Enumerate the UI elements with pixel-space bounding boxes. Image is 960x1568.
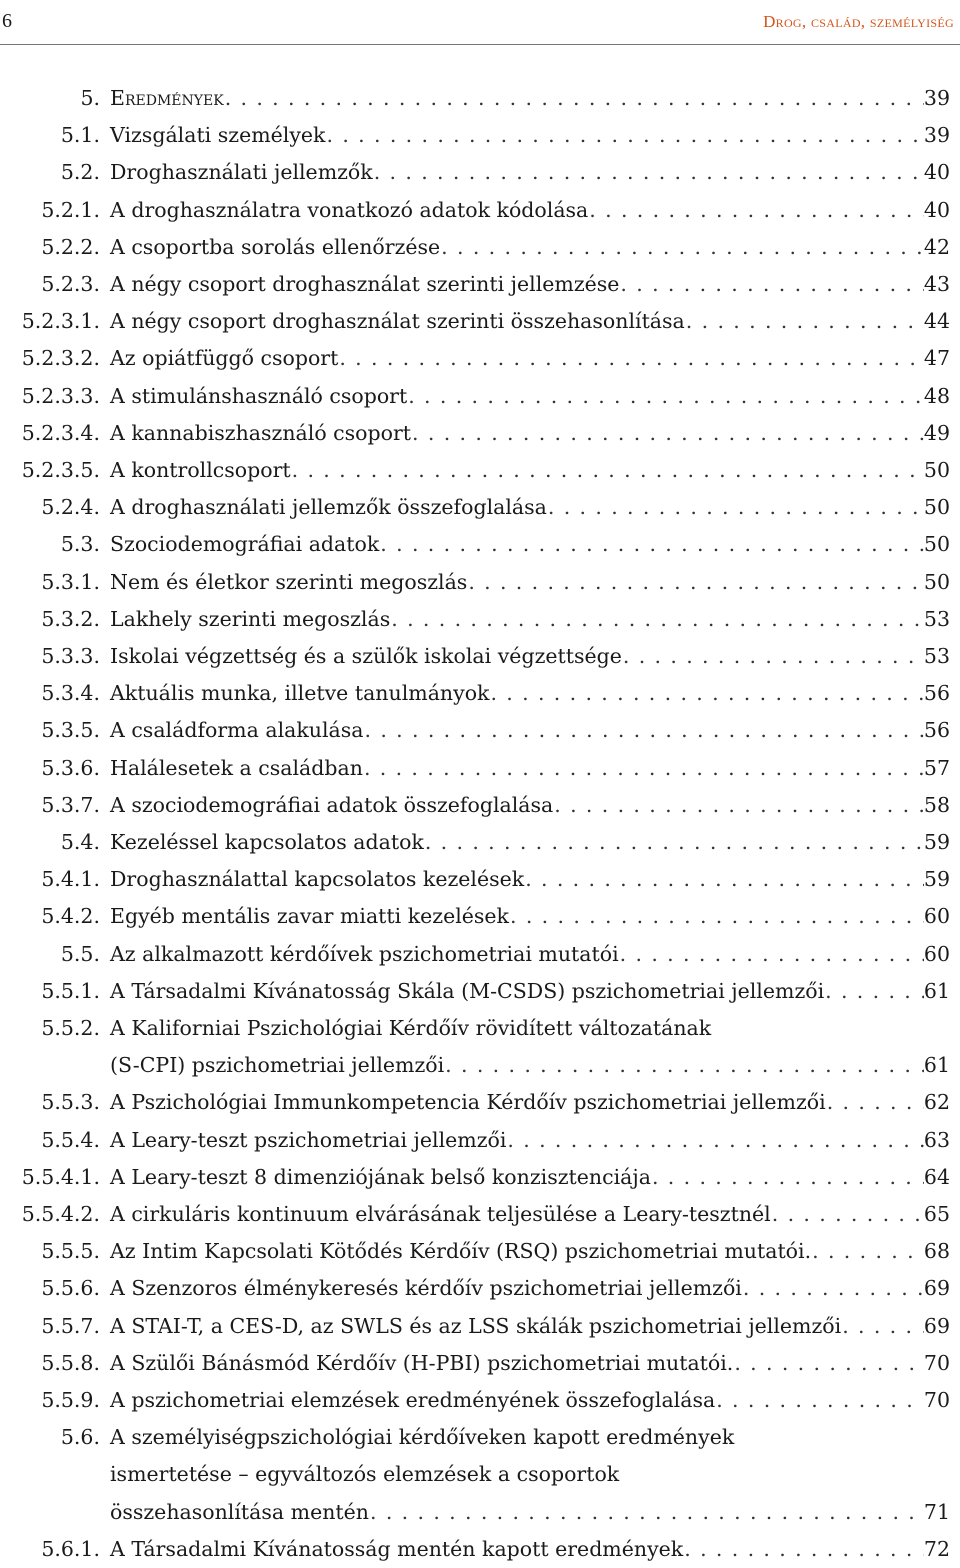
- dot-leader: [742, 1270, 924, 1307]
- toc-entry[interactable]: [41, 750, 950, 787]
- toc-entry[interactable]: [41, 1382, 950, 1419]
- dot-leader: [547, 489, 924, 526]
- dot-leader: [364, 712, 924, 749]
- toc-entry[interactable]: [61, 824, 950, 861]
- dot-leader: [369, 1494, 924, 1531]
- toc-entry-title: A családforma alakulása: [110, 718, 364, 743]
- toc-entry-title: Droghasználattal kapcsolatos kezelések: [110, 867, 525, 892]
- toc-entry-title: Vizsgálati személyek: [110, 123, 326, 148]
- toc-entry[interactable]: [41, 1308, 950, 1345]
- toc-entry-number: 5.6.: [60, 1425, 100, 1450]
- dot-leader: [683, 1531, 924, 1568]
- toc-entry[interactable]: [41, 898, 950, 935]
- dot-leader: [390, 601, 924, 638]
- toc-entry[interactable]: [41, 1233, 950, 1270]
- toc-entry-number: 5.5.5.: [41, 1239, 100, 1264]
- toc-entry-page: 49: [923, 420, 950, 445]
- toc-entry-title: A pszichometriai elemzések eredményének összefoglalása: [110, 1388, 716, 1412]
- toc-entry-title: A Társadalmi Kívánatosság mentén kapott eredmények: [110, 1536, 684, 1561]
- page-number: 6: [2, 10, 12, 32]
- toc-entry-page: 68: [923, 1239, 950, 1264]
- dot-leader: [619, 266, 923, 303]
- toc-entry-number: 5.2.3.1.: [21, 309, 100, 334]
- toc-entry-page: 70: [923, 1350, 950, 1375]
- toc-entry-title: Aktuális munka, illetve tanulmányok: [110, 681, 490, 706]
- toc-entry-title: Halálesetek a családban: [110, 755, 363, 780]
- toc-entry-title: A stimulánshasználó csoport: [110, 383, 408, 408]
- toc-entry-page: 69: [923, 1313, 950, 1338]
- toc-entry-number: 5.5.2.: [41, 1016, 100, 1040]
- dot-leader: [715, 1382, 924, 1419]
- toc-entry-title: Lakhely szerinti megoszlás: [110, 606, 391, 631]
- dot-leader: [291, 452, 924, 489]
- toc-entry-number: 5.5.4.2.: [21, 1202, 100, 1226]
- toc-entry-number: 5.5.4.1.: [21, 1164, 100, 1189]
- toc-entry-page: 40: [923, 197, 950, 222]
- toc-entry-title: Az opiátfüggő csoport: [110, 346, 339, 371]
- toc-entry-page: 72: [923, 1536, 950, 1561]
- toc-entry[interactable]: [41, 192, 950, 229]
- toc-entry-page: 57: [923, 755, 950, 780]
- toc-entry-page: 60: [923, 904, 950, 929]
- toc-entry-page: 39: [923, 123, 950, 148]
- toc-entry-title-continued: összehasonlítása mentén: [110, 1499, 369, 1524]
- toc-entry[interactable]: [41, 861, 950, 898]
- toc-entry-page: 50: [923, 569, 950, 594]
- dot-leader: [506, 1122, 924, 1159]
- toc-entry[interactable]: [61, 117, 950, 154]
- toc-entry-page: 61: [923, 978, 950, 1003]
- toc-entry-number: 5.2.2.: [41, 234, 100, 259]
- toc-entry-title: A Szenzoros élménykeresés kérdőív pszichometriai jellemzői: [110, 1276, 742, 1301]
- toc-entry[interactable]: [61, 1419, 950, 1456]
- dot-leader: [325, 117, 923, 154]
- dot-leader: [411, 415, 924, 452]
- toc-entry-page: 69: [923, 1276, 950, 1301]
- toc-entry-page: 47: [923, 346, 950, 371]
- toc-entry[interactable]: [41, 1010, 950, 1047]
- toc-entry[interactable]: [41, 675, 950, 712]
- toc-entry-page: 63: [923, 1127, 950, 1152]
- dot-leader: [811, 1233, 924, 1270]
- toc-entry-title: Kezeléssel kapcsolatos adatok: [110, 830, 424, 854]
- dot-leader: [363, 750, 924, 787]
- toc-entry[interactable]: [41, 1531, 950, 1568]
- dot-leader: [524, 861, 924, 898]
- toc-entry-page: 50: [923, 495, 950, 520]
- toc-entry-title: A kontrollcsoport: [110, 458, 291, 482]
- toc-entry-page: 56: [923, 718, 950, 743]
- dot-leader: [407, 378, 924, 415]
- toc-entry[interactable]: [41, 712, 950, 749]
- toc-entry-page: 65: [923, 1202, 950, 1226]
- toc-entry-title: Eredmények: [110, 86, 224, 110]
- toc-entry-page: 71: [923, 1499, 950, 1524]
- dot-leader: [826, 1084, 924, 1121]
- toc-entry-title: A Társadalmi Kívánatosság Skála (M-CSDS) pszichometriai jellemzői: [110, 978, 825, 1003]
- toc-entry-title: Droghasználati jellemzők: [110, 160, 373, 185]
- toc-entry-number: 5.2.4.: [41, 495, 100, 520]
- dot-leader: [553, 787, 924, 824]
- toc-entry-continuation[interactable]: [110, 1047, 950, 1084]
- toc-entry-number: 5.5.1.: [41, 978, 100, 1003]
- toc-entry-continuation[interactable]: [110, 1494, 950, 1531]
- dot-leader: [489, 675, 923, 712]
- dot-leader: [509, 898, 924, 935]
- toc-entry-number: 5.5.8.: [41, 1350, 100, 1375]
- toc-entry-number: 5.4.2.: [41, 904, 100, 929]
- toc-entry-title: A szociodemográfiai adatok összefoglalása: [110, 792, 554, 817]
- toc-entry-title: A Pszichológiai Immunkompetencia Kérdőív pszichometriai jellemzői: [110, 1090, 826, 1115]
- toc-entry[interactable]: [41, 787, 950, 824]
- toc-entry-number: 5.: [80, 86, 100, 110]
- dot-leader: [685, 303, 924, 340]
- toc-entry-page: 50: [923, 532, 950, 557]
- toc-entry[interactable]: [41, 1270, 950, 1307]
- toc-entry-number: 5.5.7.: [41, 1313, 100, 1338]
- toc-entry-number: 5.2.3.2.: [21, 346, 100, 371]
- toc-entry-page: 61: [923, 1053, 950, 1078]
- toc-entry-number: 5.5.4.: [41, 1127, 100, 1152]
- toc-entry[interactable]: [41, 1345, 950, 1382]
- toc-entry[interactable]: [22, 452, 950, 489]
- toc-entry-number: 5.2.3.5.: [21, 458, 100, 482]
- toc-entry-title: Egyéb mentális zavar miatti kezelések: [110, 904, 509, 929]
- toc-entry-number: 5.2.1.: [41, 197, 100, 222]
- toc-entry-number: 5.2.3.3.: [21, 383, 100, 408]
- toc-entry-number: 5.3.1.: [41, 569, 100, 594]
- toc-entry-title: A Leary-teszt pszichometriai jellemzői: [110, 1127, 507, 1152]
- toc-entry[interactable]: [41, 489, 950, 526]
- toc-entry-number: 5.6.1.: [41, 1536, 100, 1561]
- toc-entry[interactable]: [22, 340, 950, 377]
- dot-leader: [440, 229, 924, 266]
- toc-entry[interactable]: [41, 601, 950, 638]
- toc-entry[interactable]: [61, 936, 950, 973]
- toc-entry[interactable]: [41, 638, 950, 675]
- toc-entry-number: 5.2.3.: [41, 272, 100, 296]
- toc-entry-title: Az Intim Kapcsolati Kötődés Kérdőív (RSQ) pszichometriai mutatói.: [110, 1239, 812, 1264]
- toc-entry-title: A Szülői Bánásmód Kérdőív (H-PBI) pszichometriai mutatói.: [110, 1350, 734, 1375]
- dot-leader: [373, 154, 924, 191]
- toc-entry-page: 40: [923, 160, 950, 185]
- toc-entry-page: 58: [923, 792, 950, 817]
- toc-entry-title: A személyiségpszichológiai kérdőíveken kapott eredmények: [110, 1425, 735, 1450]
- toc-entry-number: 5.5.9.: [41, 1388, 100, 1412]
- toc-entry-number: 5.2.: [60, 160, 100, 185]
- toc-entry-number: 5.3.5.: [41, 718, 100, 743]
- toc-entry-number: 5.5.3.: [41, 1090, 100, 1115]
- toc-entry-page: 59: [923, 867, 950, 892]
- toc-entry-title: A cirkuláris kontinuum elvárásának teljesülése a Leary-tesztnél: [110, 1202, 771, 1226]
- toc-entry-title-continued: (S-CPI) pszichometriai jellemzői: [110, 1053, 445, 1078]
- toc-entry-page: 48: [923, 383, 950, 408]
- toc-entry-number: 5.3.4.: [41, 681, 100, 706]
- dot-leader: [824, 973, 924, 1010]
- toc-entry-title: A négy csoport droghasználat szerinti jellemzése: [110, 272, 620, 296]
- toc-entry-number: 5.5.: [60, 941, 100, 966]
- toc-entry[interactable]: [41, 1122, 950, 1159]
- dot-leader: [588, 192, 924, 229]
- toc-entry-page: 56: [923, 681, 950, 706]
- toc-entry-page: 43: [923, 272, 950, 296]
- dot-leader: [338, 340, 924, 377]
- toc-entry-number: 5.5.6.: [41, 1276, 100, 1301]
- running-header: [0, 0, 960, 45]
- toc-entry-page: 62: [923, 1090, 950, 1115]
- dot-leader: [771, 1196, 924, 1233]
- dot-leader: [224, 80, 924, 117]
- toc-entry[interactable]: [41, 229, 950, 266]
- toc-entry[interactable]: [22, 378, 950, 415]
- toc-entry[interactable]: [41, 1084, 950, 1121]
- toc-entry-title: A STAI-T, a CES-D, az SWLS és az LSS skálák pszichometriai jellemzői: [110, 1313, 842, 1338]
- toc-entry-number: 5.4.: [60, 830, 100, 854]
- toc-entry[interactable]: [22, 415, 950, 452]
- toc-entry-number: 5.3.3.: [41, 644, 100, 668]
- toc-entry-page: 70: [923, 1388, 950, 1412]
- toc-entry-number: 5.3.7.: [41, 792, 100, 817]
- toc-entry-title: A Leary-teszt 8 dimenziójának belső konzisztenciája: [110, 1164, 651, 1189]
- dot-leader: [841, 1308, 924, 1345]
- toc-entry-title: Nem és életkor szerinti megoszlás: [110, 569, 468, 594]
- dot-leader: [379, 526, 924, 563]
- toc-entry[interactable]: [22, 303, 950, 340]
- toc-entry-title: A négy csoport droghasználat szerinti összehasonlítása: [110, 309, 685, 334]
- toc-entry[interactable]: [61, 154, 950, 191]
- toc-entry-number: 5.2.3.4.: [21, 420, 100, 445]
- dot-leader: [651, 1159, 924, 1196]
- dot-leader: [444, 1047, 924, 1084]
- toc-entry-page: 53: [923, 606, 950, 631]
- toc-entry-page: 60: [923, 941, 950, 966]
- toc-entry-title-continued: ismertetése – egyváltozós elemzések a csoportok: [110, 1462, 620, 1487]
- toc-entry-page: 39: [923, 86, 950, 110]
- toc-entry-page: 59: [923, 830, 950, 854]
- toc-entry[interactable]: [80, 80, 950, 117]
- running-title: Drog, család, személyiség: [763, 12, 954, 31]
- toc-entry-number: 5.3.2.: [41, 606, 100, 631]
- toc-entry-title: A csoportba sorolás ellenőrzése: [110, 234, 441, 259]
- toc-entry-page: 50: [923, 458, 950, 482]
- toc-entry[interactable]: [41, 973, 950, 1010]
- dot-leader: [424, 824, 924, 861]
- toc-entry-title: A droghasználatra vonatkozó adatok kódolása: [110, 197, 589, 222]
- toc-entry-number: 5.3.: [60, 532, 100, 557]
- toc-entry-title: A droghasználati jellemzők összefoglalása: [110, 495, 547, 520]
- dot-leader: [619, 936, 924, 973]
- dot-leader: [733, 1345, 924, 1382]
- toc-entry[interactable]: [41, 564, 950, 601]
- dot-leader: [622, 638, 924, 675]
- toc-entry[interactable]: [22, 1159, 950, 1196]
- toc-entry[interactable]: [61, 526, 950, 563]
- toc-entry-page: 42: [923, 234, 950, 259]
- toc-entry-title: Szociodemográfiai adatok: [110, 532, 380, 557]
- toc-entry-title: A kannabiszhasználó csoport: [110, 420, 412, 445]
- toc-entry-number: 5.4.1.: [41, 867, 100, 892]
- toc-entry-title: A Kaliforniai Pszichológiai Kérdőív rövidített változatának: [110, 1016, 712, 1040]
- toc-entry-number: 5.1.: [60, 123, 100, 148]
- toc-entry-title: Iskolai végzettség és a szülők iskolai végzettsége: [110, 644, 622, 668]
- toc-entry-page: 44: [923, 309, 950, 334]
- toc-entry-title: Az alkalmazott kérdőívek pszichometriai mutatói: [110, 941, 619, 966]
- toc-entry[interactable]: [41, 266, 950, 303]
- toc-entry-number: 5.3.6.: [41, 755, 100, 780]
- toc-entry[interactable]: [22, 1196, 950, 1233]
- dot-leader: [467, 564, 924, 601]
- toc-entry-page: 53: [923, 644, 950, 668]
- toc-entry-page: 64: [923, 1164, 950, 1189]
